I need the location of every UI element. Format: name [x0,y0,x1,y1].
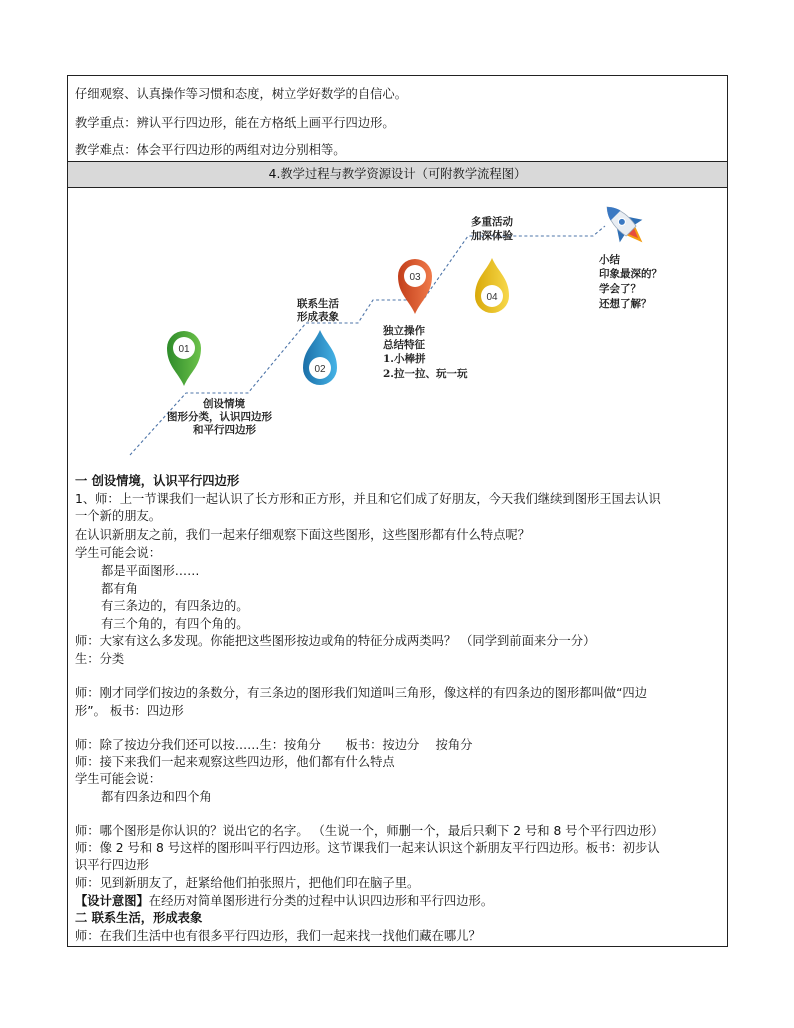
paragraph: 师：大家有这么多发现。你能把这些图形按边或角的特征分成两类吗？ （同学到前面来分一分） [75,634,596,648]
step-03-desc-1: 总结特征 [383,339,425,351]
step-02-desc: 形成表象 [297,311,339,323]
paragraph: 1、师：上一节课我们一起认识了长方形和正方形，并且和它们成了好朋友，今天我们继续到图形王国去认识 [75,492,661,506]
rocket-icon [596,196,654,254]
step-03-pin [398,259,432,314]
list-item: 都是平面图形…… [101,564,200,578]
step-04-title: 多重活动 [471,216,513,228]
step-02-num: 02 [314,364,326,375]
paragraph: 师：刚才同学们按边的条数分，有三条边的图形我们知道叫三角形，像这样的有四条边的图形都叫做“四边 [75,686,648,700]
design-intent-text: 在经历对简单图形进行分类的过程中认识四边形和平行四边形。 [148,894,494,908]
step-05-desc-1: 印象最深的？ [599,268,662,280]
design-intent [75,893,493,909]
paragraph: 师：在我们生活中也有很多平行四边形，我们一起来找一找他们藏在哪儿？ [75,929,481,943]
paragraph: 识平行四边形 [75,858,149,872]
step-02-drop [303,330,337,385]
difficulty-point: 教学难点：体会平行四边形的两组对边分别相等。 [75,143,346,157]
paragraph: 师：见到新朋友了，赶紧给他们拍张照片，把他们印在脑子里。 [75,876,420,890]
heading-2: 二 联系生活，形成表象 [75,911,203,925]
step-03-title: 独立操作 [383,325,425,337]
section-title: 4.教学过程与教学资源设计（可附教学流程图） [268,167,527,181]
paragraph: 师：除了按边分我们还可以按……生：按角分 板书：按边分 按角分 [75,738,473,752]
paragraph: 学生可能会说： [75,546,162,560]
paragraph: 在认识新朋友之前，我们一起来仔细观察下面这些图形，这些图形都有什么特点呢？ [75,528,530,542]
step-03-desc-2: 1.小棒拼 [383,353,426,365]
step-04-drop [475,258,509,313]
list-item: 都有角 [101,582,138,596]
design-intent-label: 【设计意图】 [75,894,149,908]
step-05-desc-2: 学会了？ [599,283,641,295]
list-item: 有三个角的，有四个角的。 [101,617,249,631]
step-01-label: 创设情境 [203,398,245,410]
step-01-desc-1: 图形分类，认识四边形 [167,411,272,423]
key-point: 教学重点：辨认平行四边形，能在方格纸上画平行四边形。 [75,116,395,130]
paragraph: 师：像 2 号和 8 号这样的图形叫平行四边形。这节课我们一起来认识这个新朋友平行四边形。板书：初步认 [75,841,660,855]
paragraph: 一个新的朋友。 [75,509,162,523]
paragraph: 形”。 板书：四边形 [75,704,184,718]
step-03-desc-3: 2.拉一拉、玩一玩 [383,368,468,380]
paragraph: 师：哪个图形是你认识的？说出它的名字。 （生说一个，师删一个，最后只剩下 2 号和 8 号个平行四边形） [75,824,664,838]
paragraph: 师：接下来我们一起来观察这些四边形，他们都有什么特点 [75,755,395,769]
paragraph: 生：分类 [75,652,125,666]
objective-line: 仔细观察、认真操作等习惯和态度，树立学好数学的自信心。 [75,87,408,101]
step-05-desc-3: 还想了解？ [599,298,652,310]
list-item: 都有四条边和四个角 [101,790,212,804]
step-03-num: 03 [409,272,421,283]
step-01-pin [167,331,201,386]
step-04-num: 04 [486,292,498,303]
step-02-title: 联系生活 [297,298,339,310]
paragraph: 学生可能会说： [75,772,162,786]
heading-1: 一 创设情境，认识平行四边形 [75,474,240,488]
step-01-num: 01 [178,344,190,355]
list-item: 有三条边的，有四条边的。 [101,599,249,613]
step-04-desc: 加深体验 [471,230,513,242]
step-05-title: 小结 [599,254,620,266]
step-01-desc-2: 和平行四边形 [193,424,256,436]
